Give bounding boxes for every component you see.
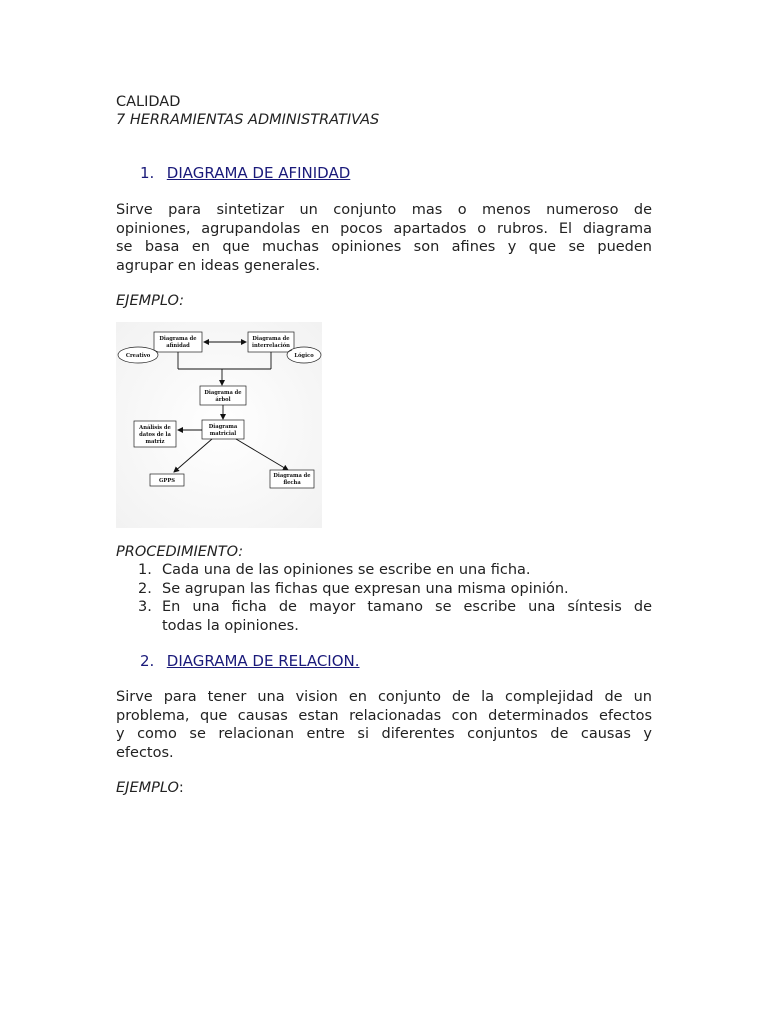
section-1-title: DIAGRAMA DE AFINIDAD <box>166 164 351 182</box>
procedure-step <box>116 561 652 580</box>
section-1-number: 1. <box>140 164 155 182</box>
section-2-example <box>116 779 184 797</box>
box-analisis-label-2: datos de la <box>139 432 171 438</box>
box-arbol-label-2: árbol <box>215 397 231 403</box>
section-2-description <box>116 688 652 762</box>
step-text: En una ficha de mayor tamano se escribe una síntesis de <box>162 599 652 615</box>
step-number: 3. <box>138 599 152 615</box>
logico-label: Lógico <box>294 353 314 359</box>
box-analisis-label-1: Análisis de <box>139 425 171 431</box>
box-matricial-label-2: matricial <box>209 431 237 437</box>
box-afinidad-label-1: Diagrama de <box>159 336 197 342</box>
section-1-description <box>116 201 652 275</box>
course-label: CALIDAD <box>116 94 181 110</box>
section-2-line-3: y como se relacionan entre si diferentes conjuntos de causas y <box>116 726 652 742</box>
section-1-example-label: EJEMPLO: <box>116 293 185 309</box>
section-2-line-4: efectos. <box>116 744 174 761</box>
section-2-heading <box>116 652 360 670</box>
section-1-heading <box>116 164 350 182</box>
box-interrelacion <box>248 332 294 352</box>
box-afinidad <box>154 332 202 352</box>
section-1-line-3: se basa en que muchas opiniones son afines y que se pueden <box>116 239 652 255</box>
step-text: Cada una de las opiniones se escribe en una ficha. <box>162 562 531 578</box>
creativo-label: Creativo <box>125 353 151 359</box>
procedure-step <box>116 580 652 599</box>
procedure-step <box>116 598 652 635</box>
document-title: 7 HERRAMIENTAS ADMINISTRATIVAS <box>116 112 380 128</box>
section-1-line-2: opiniones, agrupandolas en pocos apartados o rubros. El diagrama <box>116 220 652 237</box>
section-2-example-colon: : <box>178 780 184 796</box>
section-2-example-label: EJEMPLO <box>116 780 179 796</box>
step-text-continued: todas la opiniones. <box>162 617 299 634</box>
section-2-line-2: problema, que causas estan relacionadas con determinados efectos <box>116 707 652 724</box>
affinity-tools-diagram <box>116 322 322 528</box>
section-2-title: DIAGRAMA DE RELACION. <box>166 652 360 670</box>
section-2-number: 2. <box>140 652 155 670</box>
step-text: Se agrupan las fichas que expresan una misma opinión. <box>162 580 569 597</box>
procedure-steps <box>116 561 652 635</box>
box-flecha-label-2: flecha <box>283 480 301 486</box>
box-gpps-label: GPPS <box>159 478 175 484</box>
box-analisis-label-3: matriz <box>145 439 165 445</box>
step-number: 1. <box>138 562 152 578</box>
box-interrelacion-label-1: Diagrama de <box>252 336 290 342</box>
section-1-line-1: Sirve para sintetizar un conjunto mas o menos numeroso de <box>116 202 652 218</box>
section-2-line-1: Sirve para tener una vision en conjunto de la complejidad de un <box>116 689 652 705</box>
box-flecha-label-1: Diagrama de <box>273 473 311 479</box>
procedure-label: PROCEDIMIENTO: <box>116 544 244 560</box>
box-afinidad-label-2: afinidad <box>166 343 190 349</box>
box-interrelacion-label-2: interrelación <box>252 343 290 349</box>
step-number: 2. <box>138 580 152 597</box>
box-arbol-label-1: Diagrama de <box>204 390 242 396</box>
box-matricial-label-1: Diagrama <box>208 424 238 430</box>
section-1-line-4: agrupar en ideas generales. <box>116 257 321 274</box>
